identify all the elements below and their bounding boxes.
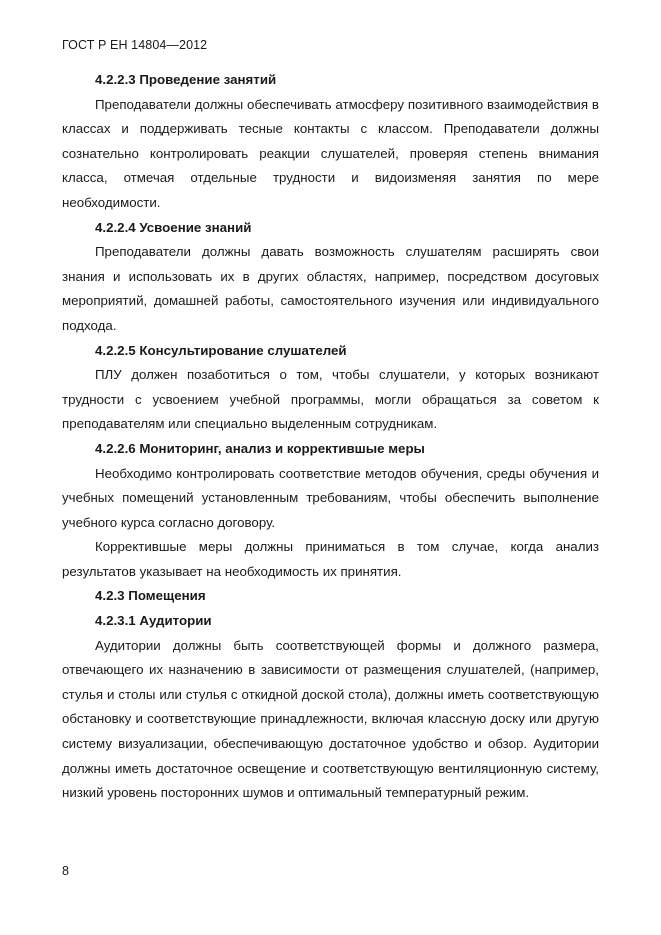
section-heading: 4.2.2.4 Усвоение знаний (95, 219, 252, 235)
document-header: ГОСТ Р ЕН 14804—2012 (62, 38, 208, 52)
section-heading: 4.2.2.5 Консультирование слушателей (95, 342, 347, 358)
paragraph: Необходимо контролировать соответствие методов обучения, среды обучения и учебных помещений установленным требованиям, чтобы обеспечить выполнение учебного курса согласно договору. (62, 465, 599, 530)
document-body (62, 68, 599, 806)
section-heading: 4.2.3 Помещения (95, 588, 206, 604)
paragraph: ПЛУ должен позаботиться о том, чтобы слушатели, у которых возникают трудности с усвоением учебной программы, могли обращаться за советом к преподавателям или специально выделенным сотрудникам. (62, 367, 599, 432)
page-number: 8 (62, 864, 69, 878)
paragraph: Корректившые меры должны приниматься в том случае, когда анализ результатов указывает на необходимость их принятия. (62, 539, 599, 579)
section-heading: 4.2.2.3 Проведение занятий (95, 72, 277, 87)
section-heading: 4.2.3.1 Аудитории (95, 613, 212, 629)
paragraph: Преподаватели должны обеспечивать атмосферу позитивного взаимодействия в классах и поддерживать тесные контакты с классом. Преподаватели должны сознательно контролировать реакции слушателей, проверяя степень внимания класса, отмечая отдельные трудности и видоизменяя занятия по мере необходимости. (62, 96, 599, 210)
section-heading: 4.2.2.6 Мониторинг, анализ и корректившые меры (95, 440, 425, 456)
paragraph: Преподаватели должны давать возможность слушателям расширять свои знания и использовать их в других областях, например, посредством досуговых мероприятий, домашней работы, самостоятельного изучения или индивидуального подхода. (62, 244, 599, 333)
paragraph: Аудитории должны быть соответствующей формы и должного размера, отвечающего их назначению в зависимости от размещения слушателей, (например, стулья и столы или стулья с откидной доской стола), должны иметь соответствующую обстановку и соответствующие принадлежности, включая классную доску или другую систему визуализации, обеспечивающую достаточное удобство и обзор. Аудитории должны иметь достаточное освещение и соответствующую вентиляционную систему, низкий уровень посторонних шумов и оптимальный температурный режим. (62, 637, 599, 801)
